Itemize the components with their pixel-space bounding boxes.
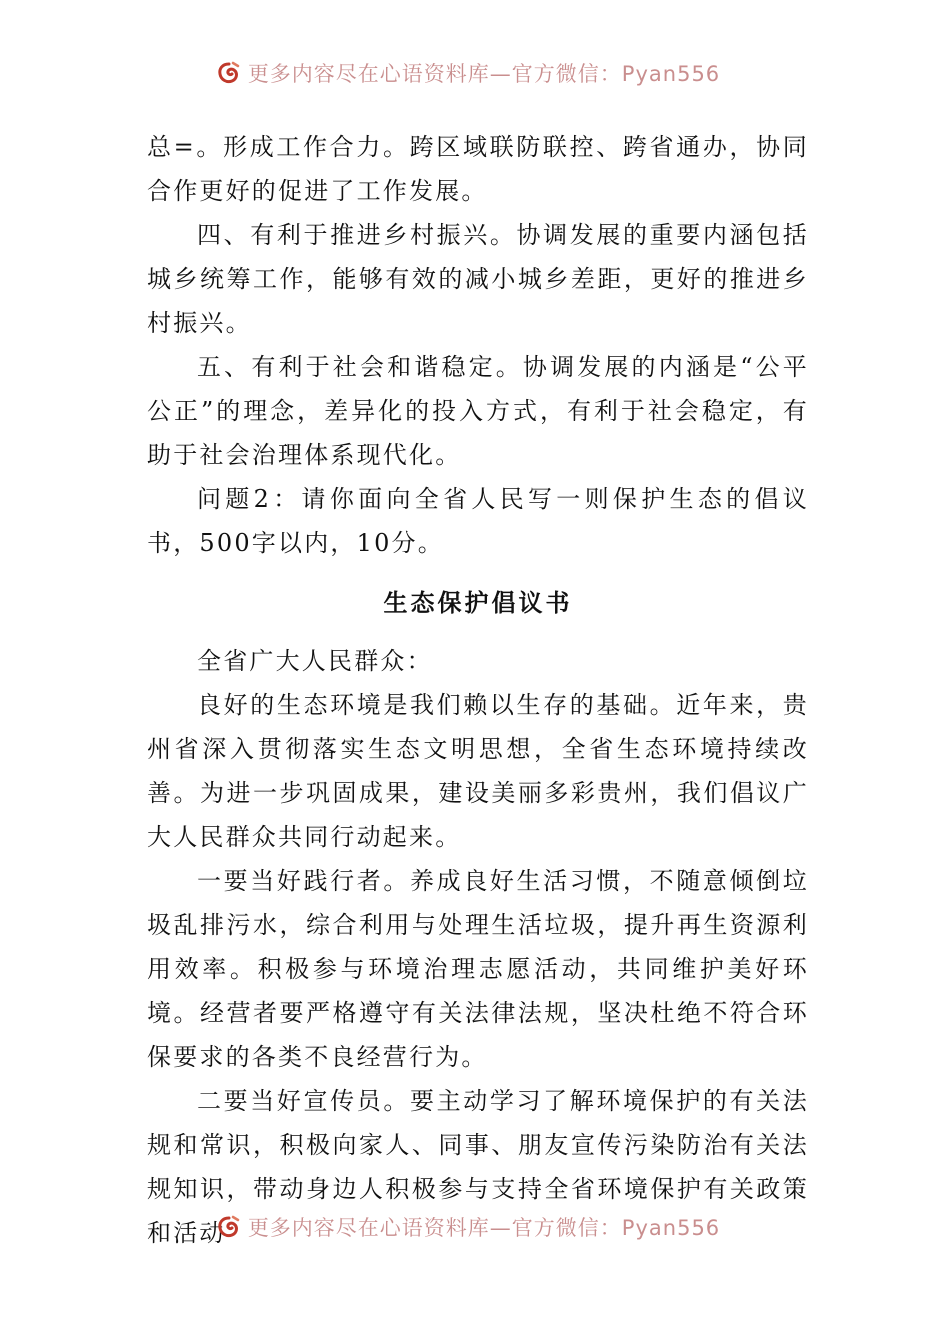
paragraph-point-four: 四、有利于推进乡村振兴。协调发展的重要内涵包括城乡统筹工作，能够有效的减小城乡差距，更好的推进乡村振兴。: [147, 221, 809, 337]
spiral-logo-icon: [216, 1214, 242, 1240]
paragraph-continuation: 总=。形成工作合力。跨区域联防联控、跨省通办，协同合作更好的促进了工作发展。: [147, 133, 809, 205]
letter-salutation: 全省广大人民群众：: [197, 647, 433, 675]
watermark-text: 更多内容尽在心语资料库—官方微信：Pyan556: [247, 62, 721, 86]
letter-practitioner-paragraph: 一要当好践行者。养成良好生活习惯，不随意倾倒垃圾乱排污水，综合利用与处理生活垃圾，提升再生资源利用效率。积极参与环境治理志愿活动，共同维护美好环境。经营者要严格遵守有关法律法规，坚决杜绝不符合环保要求的各类不良经营行为。: [147, 867, 809, 1071]
spiral-logo-icon: [216, 60, 242, 86]
header-watermark: [0, 52, 950, 86]
footer-watermark: [0, 1206, 950, 1240]
watermark-text: 更多内容尽在心语资料库—官方微信：Pyan556: [247, 1216, 721, 1240]
letter-publicist-paragraph: 二要当好宣传员。要主动学习了解环境保护的有关法规和常识，积极向家人、同事、朋友宣传污染防治有关法规知识，带动身边人积极参与支持全省环境保护有关政策和活动: [147, 1087, 809, 1247]
letter-intro-paragraph: 良好的生态环境是我们赖以生存的基础。近年来，贵州省深入贯彻落实生态文明思想，全省生态环境持续改善。为进一步巩固成果，建设美丽多彩贵州，我们倡议广大人民群众共同行动起来。: [147, 691, 809, 851]
paragraph-point-five: 五、有利于社会和谐稳定。协调发展的内涵是“公平公正”的理念，差异化的投入方式，有利于社会稳定，有助于社会治理体系现代化。: [147, 353, 809, 469]
letter-title: 生态保护倡议书: [383, 588, 573, 617]
paragraph-question-two: 问题2：请你面向全省人民写一则保护生态的倡议书，500字以内，10分。: [147, 485, 809, 557]
document-body: [147, 125, 809, 1255]
